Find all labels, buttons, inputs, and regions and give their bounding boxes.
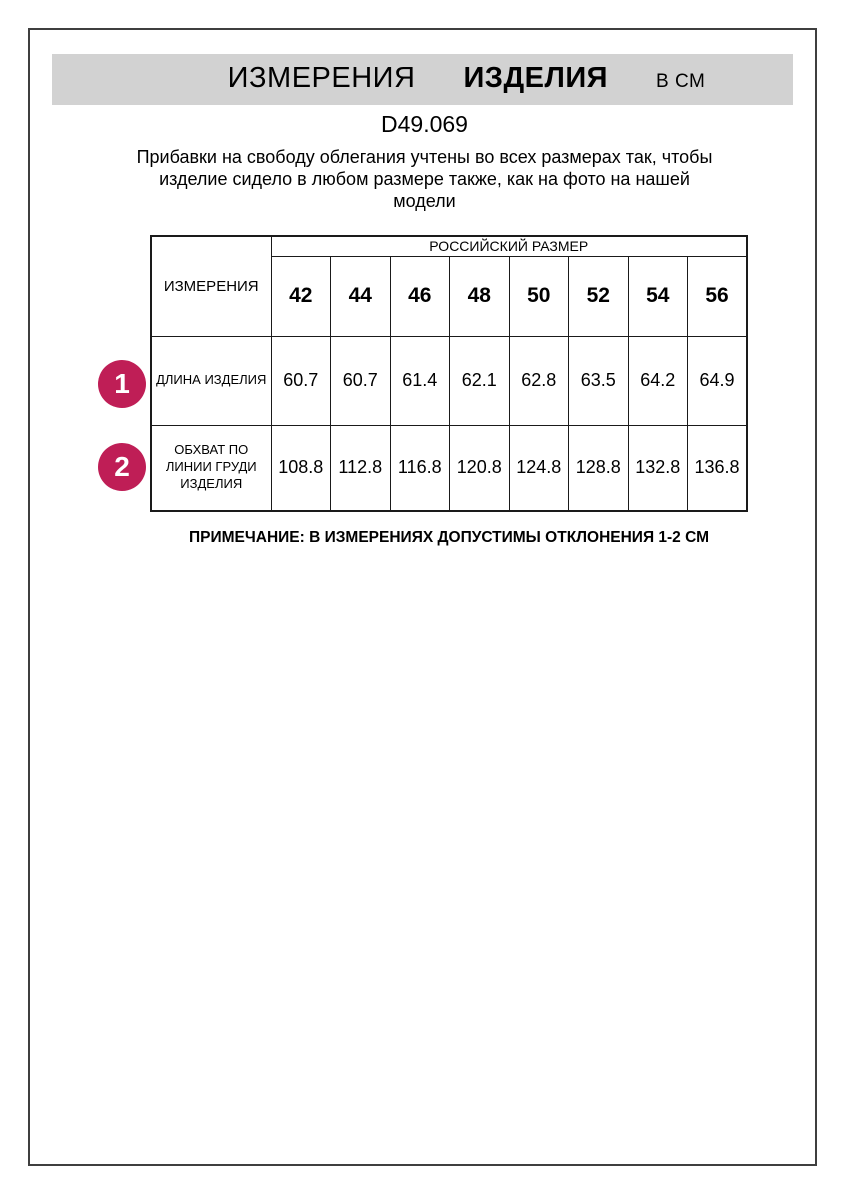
size-group-row — [151, 236, 747, 256]
row-marker-1-number: 1 — [114, 368, 130, 399]
value-cell: 124.8 — [509, 425, 569, 511]
size-cell: 56 — [688, 256, 748, 336]
value-cell: 60.7 — [271, 336, 331, 425]
note-text: ПРИМЕЧАНИЕ: В ИЗМЕРЕНИЯХ ДОПУСТИМЫ ОТКЛОНЕНИЯ 1-2 СМ — [188, 529, 710, 546]
measurements-table — [150, 235, 748, 512]
value-cell: 108.8 — [271, 425, 331, 511]
header-title-product: ИЗДЕЛИЯ — [463, 62, 609, 94]
measurements-header-cell: ИЗМЕРЕНИЯ — [151, 236, 271, 336]
description-line: изделие сидело в любом размере также, как на фото на нашей — [159, 169, 690, 189]
size-cell: 42 — [271, 256, 331, 336]
table-row-chest — [151, 425, 747, 511]
size-cell: 48 — [450, 256, 510, 336]
description-line: модели — [393, 191, 456, 211]
row-label-length: ДЛИНА ИЗДЕЛИЯ — [151, 336, 271, 425]
russian-size-header-cell: РОССИЙСКИЙ РАЗМЕР — [271, 236, 747, 256]
value-cell: 64.9 — [688, 336, 748, 425]
value-cell: 64.2 — [628, 336, 688, 425]
header-title-unit: В СМ — [656, 71, 706, 92]
row-marker-1-badge — [98, 360, 146, 408]
size-cell: 50 — [509, 256, 569, 336]
header-bar — [52, 54, 793, 105]
product-description — [0, 146, 849, 212]
value-cell: 61.4 — [390, 336, 450, 425]
description-line: Прибавки на свободу облегания учтены во всех размерах так, чтобы — [136, 147, 713, 167]
size-cell: 44 — [331, 256, 391, 336]
row-marker-2-number: 2 — [114, 451, 130, 482]
size-cell: 52 — [569, 256, 629, 336]
product-code: D49.069 — [381, 111, 468, 137]
table-row-length — [151, 336, 747, 425]
value-cell: 62.1 — [450, 336, 510, 425]
value-cell: 120.8 — [450, 425, 510, 511]
value-cell: 63.5 — [569, 336, 629, 425]
row-marker-2-badge — [98, 443, 146, 491]
header-title-measurements: ИЗМЕРЕНИЯ — [227, 62, 416, 94]
value-cell: 132.8 — [628, 425, 688, 511]
size-cell: 54 — [628, 256, 688, 336]
row-label-chest: ОБХВАТ ПО ЛИНИИ ГРУДИ ИЗДЕЛИЯ — [151, 425, 271, 511]
value-cell: 116.8 — [390, 425, 450, 511]
value-cell: 128.8 — [569, 425, 629, 511]
value-cell: 112.8 — [331, 425, 391, 511]
value-cell: 60.7 — [331, 336, 391, 425]
value-cell: 62.8 — [509, 336, 569, 425]
value-cell: 136.8 — [688, 425, 748, 511]
size-cell: 46 — [390, 256, 450, 336]
